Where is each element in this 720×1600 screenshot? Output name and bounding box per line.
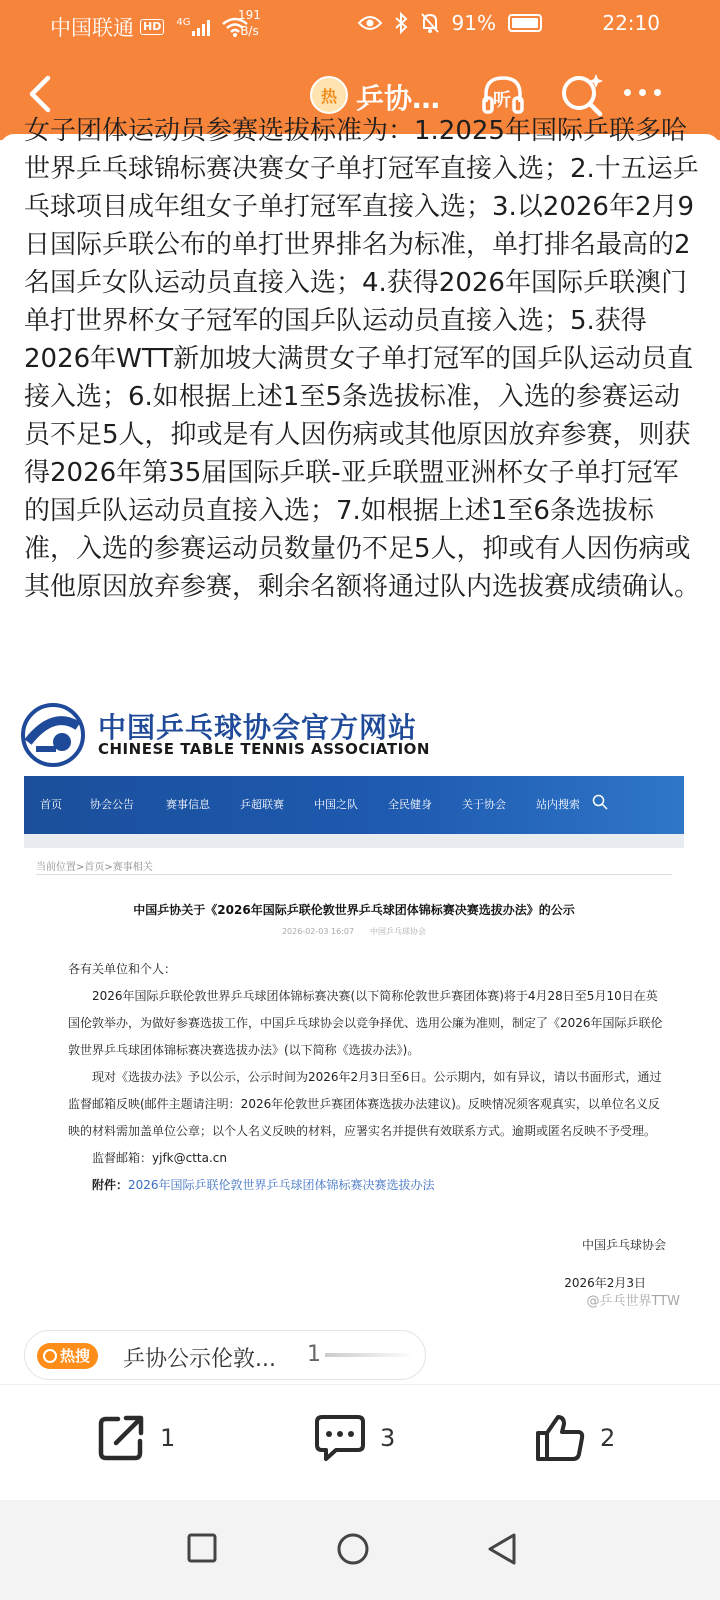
- hot-search-count: 1: [307, 1342, 321, 1367]
- carrier-label: 中国联通: [50, 16, 134, 40]
- battery-icon: [508, 14, 542, 32]
- notice-meta: 2026-02-03 16:07 中国乒乓球协会: [281, 927, 427, 936]
- site-nav-item: 关于协会: [462, 798, 506, 811]
- site-breadcrumb: 当前位置>首页>赛事相关: [36, 862, 153, 873]
- eye-icon: [358, 15, 382, 31]
- listen-label: 听: [493, 90, 511, 111]
- battery-percent: 91%: [451, 11, 496, 35]
- recents-square-icon[interactable]: [186, 1532, 218, 1564]
- site-nav-item: 协会公告: [90, 798, 134, 811]
- system-nav-bar: [0, 1500, 720, 1600]
- article-text: 女子团体运动员参赛选拔标准为：1.2025年国际乒联多哈世界乒乓球锦标赛决赛女子单打冠军直接入选；2.十五运乒乓球项目成年组女子单打冠军直接入选；3.以2026年2月9日国际乒联公布的单打世界排名为标准，单打排名最高的2名国乒女队运动员直接入选；4.获得2026年国际乒联澳门单打世界杯女子冠军的国乒队运动员直接入选；5.获得2026年WTT新加坡大满贯女子单打冠军的国乒队运动员直接入选；6.如根据上述1至5条选拔标准，入选的参赛运动员不足5人，抑或是有人因伤病或其他原因放弃参赛，则获得2026年第35届国际乒联-亚乒联盟亚洲杯女子单打冠军的国乒队运动员直接入选；7.如根据上述1至6条选拔标准，入选的参赛运动员数量仍不足5人，抑或有人因伤病或其他原因放弃参赛，剩余名额将通过队内选拔赛成绩确认。: [24, 116, 701, 602]
- site-nav-item: 站内搜索: [536, 798, 580, 811]
- ctta-emblem-icon: [20, 702, 86, 768]
- hd-badge: HD: [140, 19, 164, 35]
- notice-attachment: [68, 1172, 668, 1199]
- net-speed-unit: B/s: [240, 24, 259, 38]
- embedded-screenshot[interactable]: [24, 776, 684, 1376]
- hot-search-text: 乒协公示伦敦...: [123, 1347, 276, 1372]
- hot-search-tag-label: 热搜: [60, 1347, 91, 1365]
- share-button[interactable]: [96, 1413, 175, 1463]
- notice-signature: 中国乒乓球协会: [581, 1238, 666, 1252]
- hot-search-pill[interactable]: [24, 1330, 426, 1380]
- site-nav-item: 赛事信息: [166, 798, 210, 811]
- site-nav-item: 中国之队: [314, 798, 358, 811]
- topic-logo[interactable]: 热: [310, 76, 348, 114]
- status-left: [50, 12, 248, 42]
- hot-search-fade: [325, 1353, 415, 1357]
- hot-search-icon: [43, 1349, 57, 1363]
- notice-paragraph: 现对《选拔办法》予以公示，公示时间为2026年2月3日至6日。公示期内，如有异议，请以书面形式，通过监督邮箱反映(邮件主题请注明：2026年伦敦世乒赛团体赛选拔办法建议)。反映情况须客观真实，以单位名义反映的材料需加盖单位公章；以个人名义反映的材料，应署实名并提供有效联系方式。逾期或匿名反映不予受理。: [68, 1070, 662, 1138]
- share-count: 1: [160, 1424, 176, 1452]
- mute-bell-icon: [420, 12, 440, 34]
- clock: 22:10: [602, 11, 660, 35]
- attachment-label: 附件：: [92, 1178, 129, 1192]
- action-bar: [0, 1384, 720, 1484]
- net-speed: [238, 7, 261, 39]
- notice-title: 中国乒协关于《2026年国际乒联伦敦世界乒乓球团体锦标赛决赛选拔办法》的公示: [133, 903, 575, 917]
- ctta-logo-en: CHINESE TABLE TENNIS ASSOCIATION: [98, 740, 430, 758]
- comment-icon: [314, 1413, 366, 1463]
- like-count: 2: [600, 1424, 616, 1452]
- content-area: [0, 116, 720, 1384]
- more-menu-icon[interactable]: [624, 84, 678, 100]
- page-title[interactable]: 乒协…: [356, 82, 441, 115]
- mail-address: yjfk@ctta.cn: [152, 1151, 228, 1165]
- like-button[interactable]: [534, 1413, 615, 1463]
- ctta-logo: [20, 702, 430, 772]
- comment-count: 3: [380, 1424, 396, 1452]
- net-type-label: 4G: [176, 17, 191, 28]
- notice-date: 2026年2月3日: [564, 1276, 646, 1290]
- attachment-link: 2026年国际乒联伦敦世界乒乓球团体锦标赛决赛选拔办法: [128, 1178, 435, 1192]
- notice-paragraph: 2026年国际乒联伦敦世界乒乓球团体锦标赛决赛(以下简称伦敦世乒赛团体赛)将于4月28日至5月10日在英国伦敦举办，为做好参赛选拔工作，中国乒乓球协会以竞争择优、选用公廉为准则，制定了《2026年国际乒联伦敦世界乒乓球团体锦标赛决赛选拔办法》(以下简称《选拔办法》)。: [68, 989, 663, 1057]
- bluetooth-icon: [394, 12, 408, 34]
- ctta-logo-cn: 中国乒乓球协会官方网站: [98, 711, 418, 744]
- notice-body: [68, 956, 668, 1199]
- site-nav: [24, 776, 684, 834]
- site-search-icon: [592, 794, 608, 810]
- site-nav-item: 乒超联赛: [240, 798, 284, 811]
- home-circle-icon[interactable]: [336, 1532, 370, 1566]
- net-speed-value: 191: [238, 8, 261, 22]
- mail-label: 监督邮箱：: [92, 1151, 153, 1165]
- share-icon: [96, 1413, 146, 1463]
- thumbs-up-icon: [534, 1413, 586, 1463]
- site-gray-band: [24, 834, 684, 848]
- site-nav-item: 首页: [40, 798, 62, 811]
- watermark: @乒乓世界TTW: [586, 1294, 680, 1309]
- back-triangle-icon[interactable]: [486, 1532, 518, 1566]
- notice-mail-line: [68, 1145, 668, 1172]
- signal-icon: [176, 18, 210, 36]
- back-arrow-icon[interactable]: [22, 72, 62, 116]
- site-nav-item: 全民健身: [388, 798, 432, 811]
- site-divider: [36, 874, 672, 875]
- comment-button[interactable]: [314, 1413, 395, 1463]
- status-bar: [0, 0, 720, 50]
- search-icon[interactable]: [558, 70, 606, 118]
- hot-search-tag: [37, 1343, 98, 1369]
- notice-greeting: 各有关单位和个人：: [68, 962, 177, 976]
- status-right: [358, 11, 542, 35]
